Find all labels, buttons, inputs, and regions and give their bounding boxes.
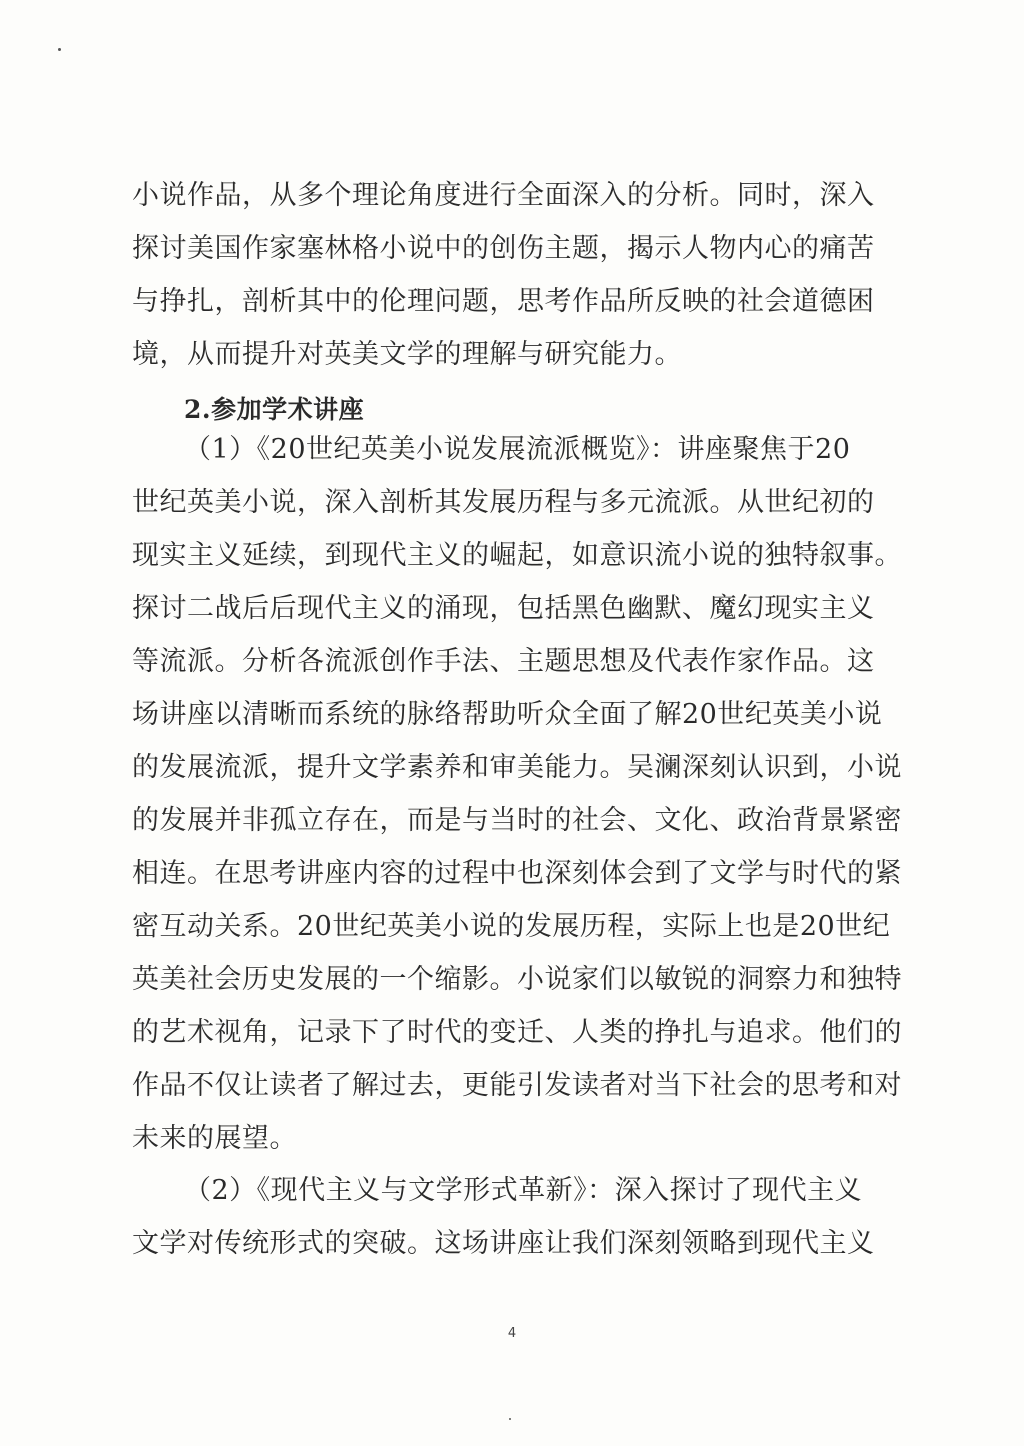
- lecture-1-line-11: 英美社会历史发展的一个缩影。小说家们以敏锐的洞察力和独特: [132, 964, 902, 995]
- lecture-1-line-7: 的发展流派，提升文学素养和审美能力。吴澜深刻认识到，小说: [132, 752, 902, 783]
- scan-speck: [509, 1418, 511, 1420]
- section-heading: 2.参加学术讲座: [184, 395, 365, 424]
- lecture-1-line-14: 未来的展望。: [132, 1123, 297, 1154]
- intro-line-2: 探讨美国作家塞林格小说中的创伤主题，揭示人物内心的痛苦: [132, 233, 875, 264]
- page-number: 4: [507, 1326, 517, 1341]
- lecture-1-line-3: 现实主义延续，到现代主义的崛起，如意识流小说的独特叙事。: [132, 540, 902, 571]
- lecture-1-line-8: 的发展并非孤立存在，而是与当时的社会、文化、政治背景紧密: [132, 805, 902, 836]
- lecture-1-line-9: 相连。在思考讲座内容的过程中也深刻体会到了文学与时代的紧: [132, 858, 902, 889]
- intro-line-1: 小说作品，从多个理论角度进行全面深入的分析。同时，深入: [132, 180, 875, 211]
- lecture-1-line-5: 等流派。分析各流派创作手法、主题思想及代表作家作品。这: [132, 646, 875, 677]
- lecture-1-line-13: 作品不仅让读者了解过去，更能引发读者对当下社会的思考和对: [132, 1070, 902, 1101]
- lecture-2-line-1: （2）《现代主义与文学形式革新》：深入探讨了现代主义: [184, 1175, 863, 1206]
- lecture-2-line-2: 文学对传统形式的突破。这场讲座让我们深刻领略到现代主义: [132, 1228, 875, 1259]
- lecture-1-line-10: 密互动关系。20世纪英美小说的发展历程，实际上也是20世纪: [132, 911, 891, 942]
- lecture-1-line-12: 的艺术视角，记录下了时代的变迁、人类的挣扎与追求。他们的: [132, 1017, 902, 1048]
- intro-line-4: 境，从而提升对英美文学的理解与研究能力。: [132, 339, 682, 370]
- lecture-1-line-4: 探讨二战后后现代主义的涌现，包括黑色幽默、魔幻现实主义: [132, 593, 875, 624]
- lecture-1-line-6: 场讲座以清晰而系统的脉络帮助听众全面了解20世纪英美小说: [132, 699, 883, 730]
- lecture-1-line-2: 世纪英美小说，深入剖析其发展历程与多元流派。从世纪初的: [132, 487, 875, 518]
- intro-line-3: 与挣扎，剖析其中的伦理问题，思考作品所反映的社会道德困: [132, 286, 875, 317]
- scan-speck: [58, 48, 61, 51]
- lecture-1-line-1: （1）《20世纪英美小说发展流派概览》：讲座聚焦于20: [184, 434, 851, 465]
